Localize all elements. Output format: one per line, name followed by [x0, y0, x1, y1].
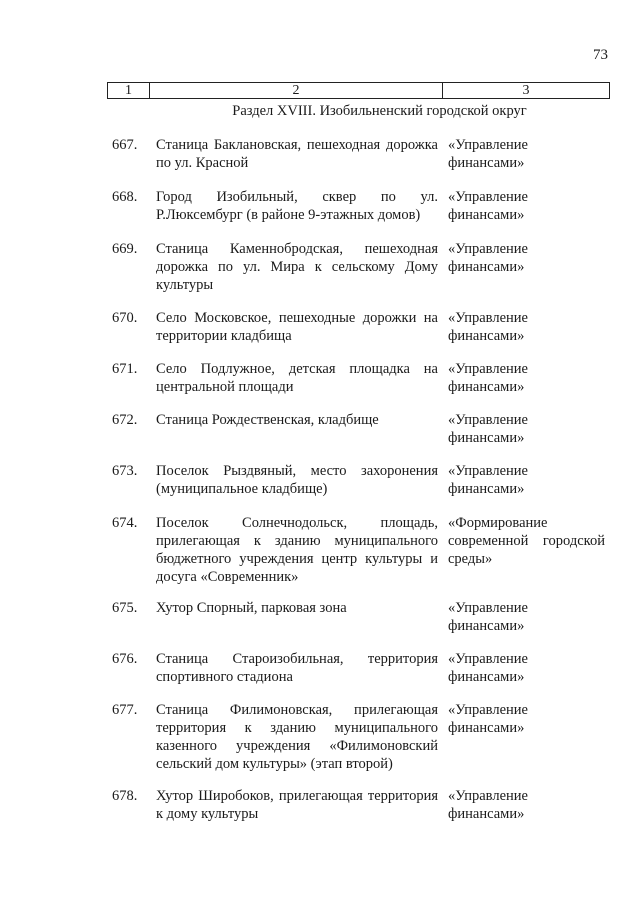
row-description: Поселок Солнечнодольск, площадь, прилегающая к зданию муниципального бюджетного учреждения центр культуры и досуга «Современник»: [156, 515, 438, 585]
table-header: [107, 82, 610, 99]
row-program: «Управление финансами»: [448, 463, 528, 497]
row-number: 671.: [112, 361, 138, 377]
row-number: 674.: [112, 515, 138, 531]
row-number: 672.: [112, 412, 138, 428]
table-header-col-3: 3: [522, 83, 530, 98]
row-program: «Управление финансами»: [448, 412, 528, 446]
row-description: Село Московское, пешеходные дорожки на территории кладбища: [156, 310, 438, 344]
row-description: Хутор Широбоков, прилегающая территория к дому культуры: [156, 788, 438, 822]
table-header-col-1: 1: [108, 83, 150, 98]
row-description: Поселок Рыздвяный, место захоронения (муниципальное кладбище): [156, 463, 438, 497]
row-description: Станица Каменнобродская, пешеходная дорожка по ул. Мира к сельскому Дому культуры: [156, 241, 438, 293]
table-header-col-2: 2: [150, 83, 443, 98]
row-program: «Управление финансами»: [448, 702, 528, 736]
row-number: 673.: [112, 463, 138, 479]
row-description: Станица Баклановская, пешеходная дорожка по ул. Красной: [156, 137, 438, 171]
row-program: «Управление финансами»: [448, 310, 528, 344]
row-program: «Управление финансами»: [448, 788, 528, 822]
row-number: 669.: [112, 241, 138, 257]
row-program: «Управление финансами»: [448, 189, 528, 223]
row-number: 667.: [112, 137, 138, 153]
row-number: 675.: [112, 600, 138, 616]
row-description: Станица Рождественская, кладбище: [156, 412, 379, 428]
section-title: Раздел XVIII. Изобильненский городской округ: [232, 103, 527, 119]
row-description: Хутор Спорный, парковая зона: [156, 600, 347, 616]
row-number: 668.: [112, 189, 138, 205]
row-program: «Формирование современной городской среды»: [448, 515, 605, 567]
row-number: 676.: [112, 651, 138, 667]
row-description: Станица Филимоновская, прилегающая территория к зданию муниципального казенного учреждения «Филимоновский сельский дом культуры» (этап второй): [156, 702, 438, 772]
row-number: 678.: [112, 788, 138, 804]
row-program: «Управление финансами»: [448, 137, 528, 171]
row-program: «Управление финансами»: [448, 600, 528, 634]
row-number: 677.: [112, 702, 138, 718]
page-number: 73: [593, 47, 608, 63]
row-program: «Управление финансами»: [448, 241, 528, 275]
row-number: 670.: [112, 310, 138, 326]
row-description: Станица Староизобильная, территория спортивного стадиона: [156, 651, 438, 685]
row-description: Город Изобильный, сквер по ул. Р.Люксембург (в районе 9-этажных домов): [156, 189, 438, 223]
row-program: «Управление финансами»: [448, 361, 528, 395]
row-program: «Управление финансами»: [448, 651, 528, 685]
row-description: Село Подлужное, детская площадка на центральной площади: [156, 361, 438, 395]
